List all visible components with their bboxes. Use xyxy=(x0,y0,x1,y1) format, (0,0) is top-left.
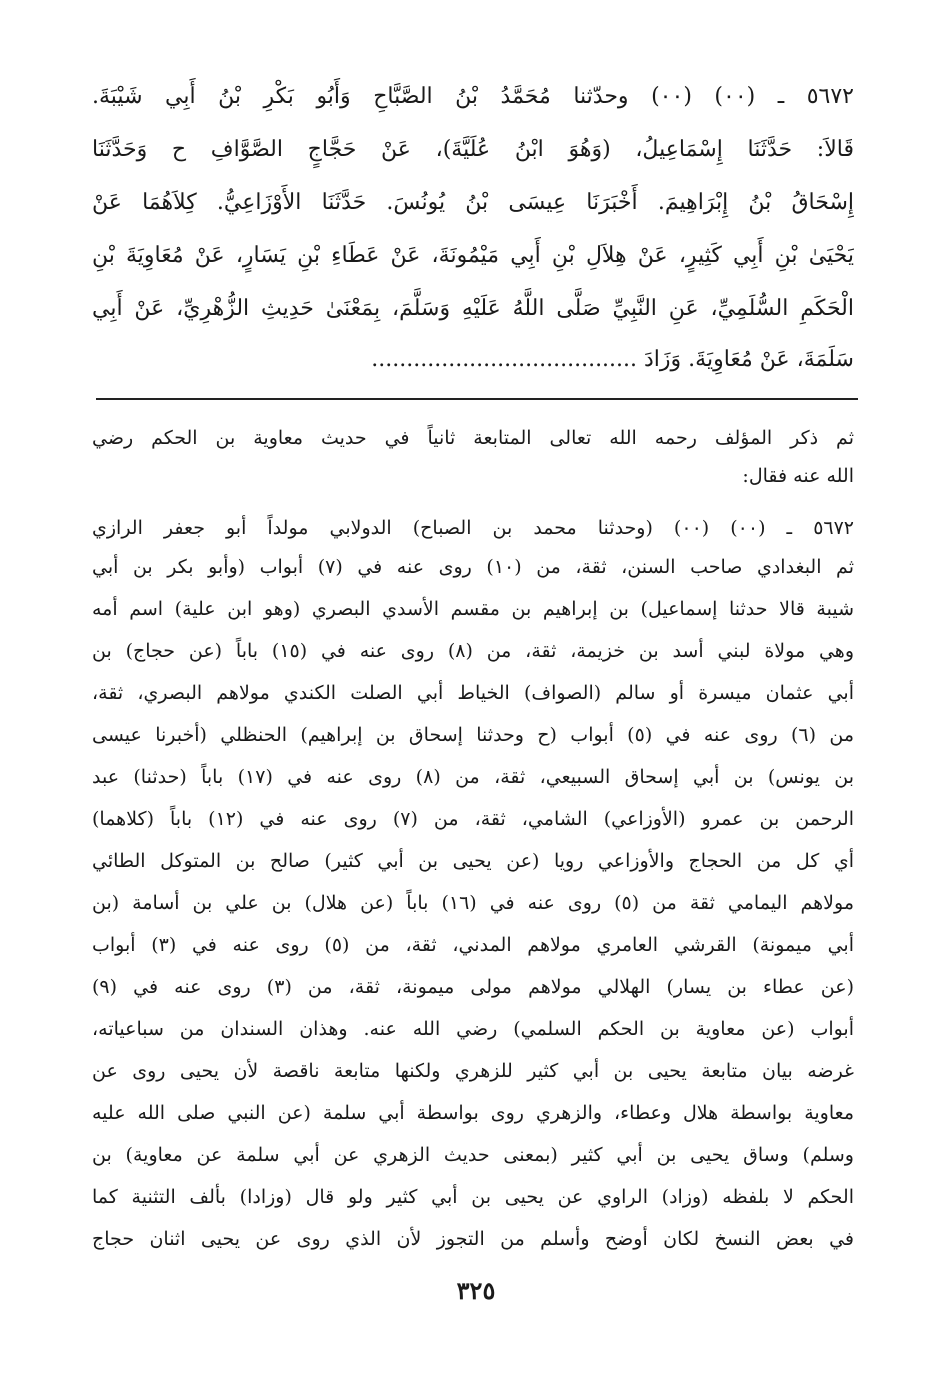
commentary-line: أبي ميمونة) القرشي العامري مولاهم المدني، ثقة، من (٥) روى عنه في (٣) أبواب xyxy=(92,934,854,956)
hadith-line: يَحْيَىٰ بْنِ أَبِي كَثِيرٍ، عَنْ هِلاَلِ بْنِ أَبِي مَيْمُونَةَ، عَنْ عَطَاءِ بْنِ يَسَارٍ، عَنْ مُعَاوِيَةَ بْنِ xyxy=(92,243,854,268)
hadith-line: سَلَمَةَ، عَنْ مُعَاوِيَةَ. وَزَادَ ...................................... xyxy=(371,347,854,372)
commentary-line: معاوية بواسطة هلال وعطاء، والزهري روى بواسطة أبي سلمة (عن النبي صلى الله عليه xyxy=(92,1102,854,1124)
commentary-line: أي كل من الحجاج والأوزاعي رويا (عن يحيى بن أبي كثير) صالح بن المتوكل الطائي xyxy=(92,850,854,872)
commentary-line: ثم ذكر المؤلف رحمه الله تعالى المتابعة ثانياً في حديث معاوية بن الحكم رضي xyxy=(92,427,854,449)
commentary-line: أبواب (عن معاوية بن الحكم السلمي) رضي الله عنه. وهذان السندان من سباعياته، xyxy=(92,1018,854,1040)
commentary-line: أبي عثمان ميسرة أو سالم (الصواف) الخياط أبي الصلت الكندي مولاهم البصري، ثقة، xyxy=(92,682,854,704)
commentary-line: مولاهم اليمامي ثقة من (٥) روى عنه في (١٦) باباً (عن هلال) بن علي بن أسامة (بن xyxy=(92,892,854,914)
commentary-line: شيبة قالا حدثنا إسماعيل) بن إبراهيم بن مقسم الأسدي البصري (وهو ابن علية) اسم أمه xyxy=(92,598,854,620)
page-number: ٣٢٥ xyxy=(456,1276,496,1305)
commentary-line: الله عنه فقال: xyxy=(742,465,854,487)
commentary-line: غرضه بيان متابعة يحيى بن أبي كثير للزهري ولكنها متابعة ناقصة لأن يحيى روى عن xyxy=(92,1060,854,1082)
commentary-line: بن يونس) بن أبي إسحاق السبيعي، ثقة، من (٨) روى عنه في (١٧) باباً (حدثنا) عبد xyxy=(92,766,854,788)
hadith-line: إِسْحَاقُ بْنُ إِبْرَاهِيمَ. أَخْبَرَنَا عِيسَى بْنُ يُونُسَ. حَدَّثَنَا الأَوْزَاعِيُّ. كِلاَهُمَا عَنْ xyxy=(92,190,854,215)
hadith-line: قَالاَ: حَدَّثَنَا إِسْمَاعِيلُ، (وَهُوَ ابْنُ عُلَيَّةَ)، عَنْ حَجَّاجٍ الصَّوَّافِ ح وَحَدَّثَنَا xyxy=(92,137,854,162)
commentary-line: وسلم) وساق يحيى بن أبي كثير (بمعنى حديث الزهري عن أبي سلمة عن معاوية) بن xyxy=(92,1144,854,1166)
hadith-line: الْحَكَمِ السُّلَمِيِّ، عَنِ النَّبِيِّ صَلَّى اللَّهُ عَلَيْهِ وَسَلَّمَ، بِمَعْنَىٰ حَدِيثِ الزُّهْرِيِّ، عَنْ أَبِي xyxy=(92,296,854,321)
commentary-line: وهي مولاة لبني أسد بن خزيمة، ثقة، من (٨) روى عنه في (١٥) باباً (عن حجاج) بن xyxy=(92,640,854,662)
commentary-line: الحكم لا بلفظه (وزاد) الراوي عن يحيى بن أبي كثير ولو قال (وزادا) بألف التثنية كما xyxy=(92,1186,854,1208)
commentary-line: في بعض النسخ لكان أوضح وأسلم من التجوز لأن الذي روى عن يحيى اثنان حجاج xyxy=(92,1228,854,1250)
hadith-line: ٥٦٧٢ ـ (٠٠) (٠٠) وحدّثنا مُحَمَّدُ بْنُ الصَّبَّاحِ وَأَبُو بَكْرِ بْنُ أَبِي شَيْبَةَ. xyxy=(92,84,854,109)
commentary-line: (عن عطاء بن يسار) الهلالي مولاهم مولى ميمونة، ثقة، من (٣) روى عنه في (٩) xyxy=(92,976,854,998)
commentary-line: ٥٦٧٢ ـ (٠٠) (٠٠) (وحدثنا محمد بن الصباح) الدولابي مولداً أبو جعفر الرازي xyxy=(92,517,854,539)
commentary-line: من (٦) روى عنه في (٥) أبواب (ح وحدثنا إسحاق بن إبراهيم) الحنظلي (أخبرنا عيسى xyxy=(92,724,854,746)
footnote-divider xyxy=(96,398,858,400)
commentary-line: الرحمن بن عمرو (الأوزاعي) الشامي، ثقة، من (٧) روى عنه في (١٢) باباً (كلاهما) xyxy=(92,808,854,830)
commentary-line: ثم البغدادي صاحب السنن، ثقة، من (١٠) روى عنه في (٧) أبواب (وأبو بكر بن أبي xyxy=(92,556,854,578)
